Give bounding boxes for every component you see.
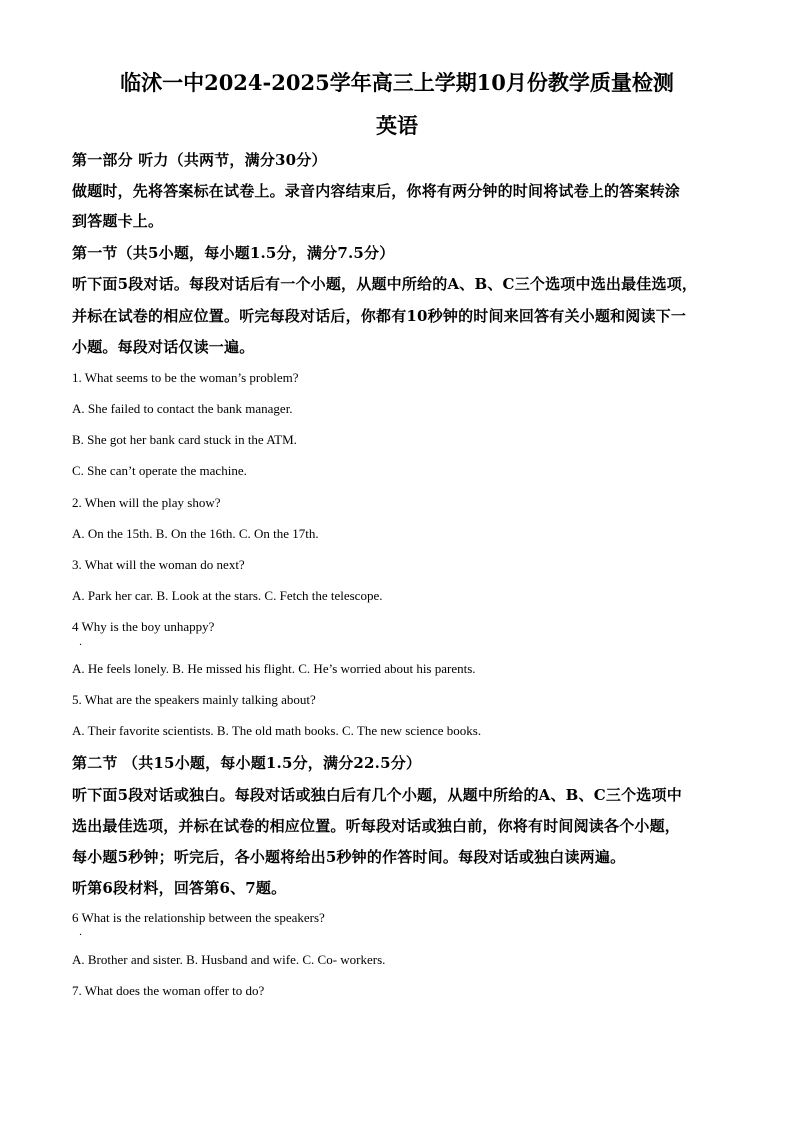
section2-instruction-line1: 听下面5段对话或独白。每段对话或独白后有几个小题，从题中所给的A、B、C三个选项中 xyxy=(72,786,682,804)
subject-title: 英语 xyxy=(376,113,418,138)
q7-stem: 7. What does the woman offer to do? xyxy=(72,983,265,998)
part1-instruction-line2: 到答题卡上。 xyxy=(72,212,164,230)
q2-stem: 2. When will the play show? xyxy=(72,495,221,510)
q6-stem: 6 What is the relationship between the speakers? xyxy=(72,910,325,925)
q1-option-b: B. She got her bank card stuck in the ATM. xyxy=(72,432,297,447)
section2-instruction-line3: 每小题5秒钟；听完后，各小题将给出5秒钟的作答时间。每段对话或独白读两遍。 xyxy=(72,848,626,866)
q5-options: A. Their favorite scientists. B. The old math books. C. The new science books. xyxy=(72,723,482,738)
q1-stem: 1. What seems to be the woman’s problem? xyxy=(72,370,299,385)
section1-instruction-line3: 小题。每段对话仅读一遍。 xyxy=(72,338,255,356)
exam-title: 临沭一中2024-2025学年高三上学期10月份教学质量检测 xyxy=(120,70,674,95)
section1-heading: 第一节（共5小题，每小题1.5分，满分7.5分） xyxy=(72,244,395,262)
section1-instruction-line1: 听下面5段对话。每段对话后有一个小题，从题中所给的A、B、C三个选项中选出最佳选项， xyxy=(72,275,698,293)
q5-stem: 5. What are the speakers mainly talking about? xyxy=(72,692,316,707)
q3-options: A. Park her car. B. Look at the stars. C. Fetch the telescope. xyxy=(72,588,383,603)
part1-heading: 第一部分 听力（共两节，满分30分） xyxy=(72,151,327,169)
q4-options: A. He feels lonely. B. He missed his flight. C. He’s worried about his parents. xyxy=(72,661,476,676)
q1-option-a: A. She failed to contact the bank manager. xyxy=(72,401,293,416)
q1-option-c: C. She can’t operate the machine. xyxy=(72,463,247,478)
q4-dot: ． xyxy=(79,637,89,648)
q6-options: A. Brother and sister. B. Husband and wife. C. Co- workers. xyxy=(72,952,386,967)
section2-heading: 第二节 （共15小题，每小题1.5分，满分22.5分） xyxy=(72,754,422,772)
section1-instruction-line2: 并标在试卷的相应位置。听完每段对话后，你都有10秒钟的时间来回答有关小题和阅读下一 xyxy=(72,307,687,325)
q6-dot: ． xyxy=(79,927,89,938)
q3-stem: 3. What will the woman do next? xyxy=(72,557,245,572)
q2-options: A. On the 15th. B. On the 16th. C. On the 17th. xyxy=(72,526,319,541)
q4-stem: 4 Why is the boy unhappy? xyxy=(72,619,215,634)
material-6-instruction: 听第6段材料，回答第6、7题。 xyxy=(72,879,287,897)
section2-instruction-line2: 选出最佳选项，并标在试卷的相应位置。听每段对话或独白前，你将有时间阅读各个小题， xyxy=(72,817,681,835)
part1-instruction-line1: 做题时，先将答案标在试卷上。录音内容结束后，你将有两分钟的时间将试卷上的答案转涂 xyxy=(72,182,681,200)
